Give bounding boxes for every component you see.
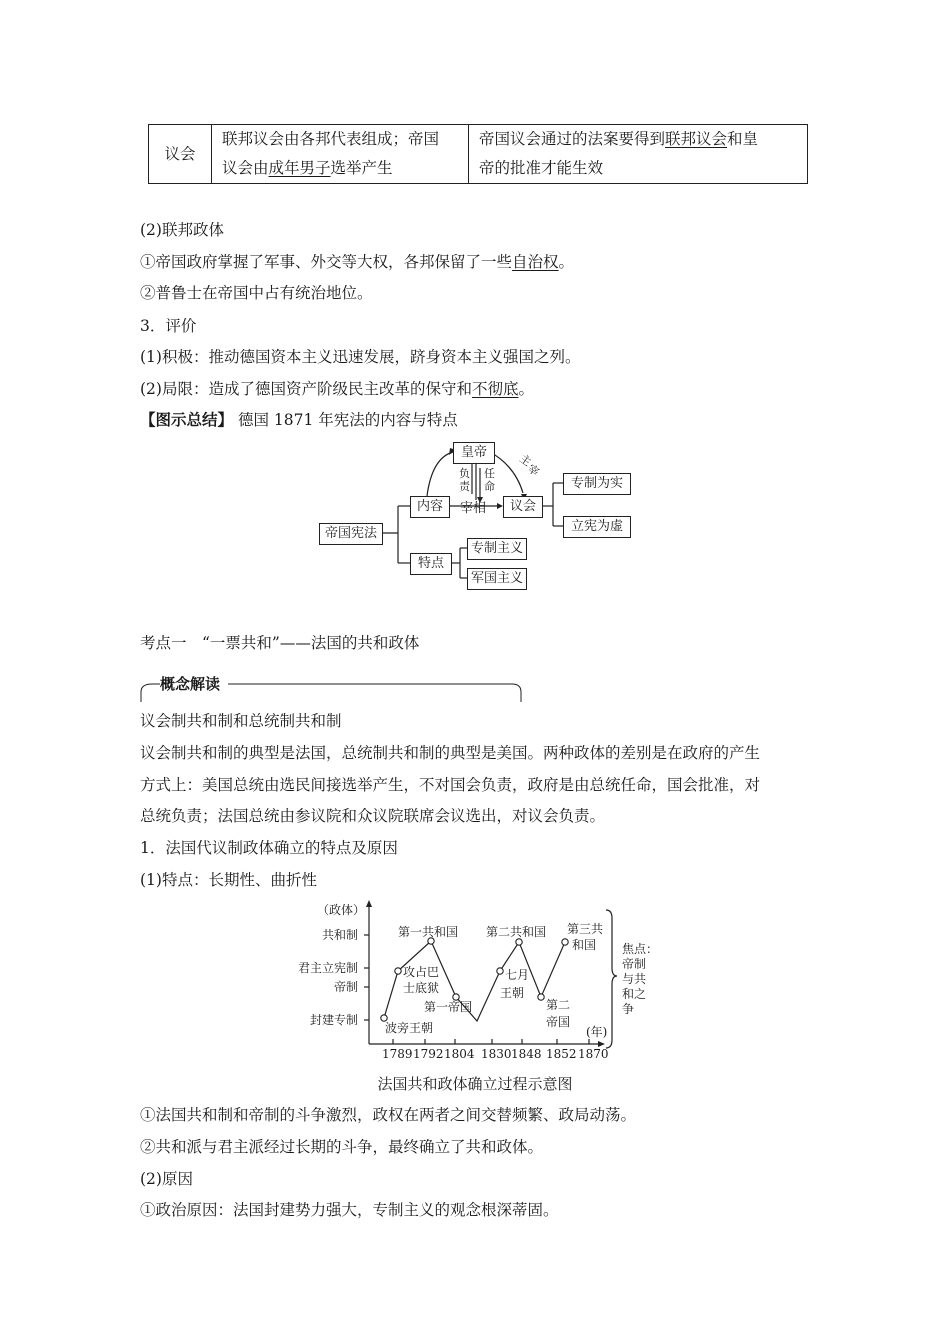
y-label-empire: 帝制 (334, 980, 359, 994)
focus-line-3: 与共 (622, 972, 647, 986)
event-july-a: 七月 (505, 968, 530, 982)
event-second-empire-a: 第二 (546, 998, 571, 1012)
table-label: 议会 (149, 125, 212, 184)
reason-political: ①政治原因：法国封建势力强大，专制主义的观念根深蒂固。 (140, 1201, 559, 1219)
federal-item-2: ②普鲁士在帝国中占有统治地位。 (140, 284, 373, 302)
event-second-empire-b: 帝国 (546, 1015, 571, 1029)
x-label-1852: 1852 (546, 1047, 577, 1061)
evaluation-positive: (1)积极：推动德国资本主义迅速发展，跻身资本主义强国之列。 (140, 348, 581, 366)
france-section-title: 1．法国代议制政体确立的特点及原因 (140, 839, 398, 857)
x-label-1789: 1789 (382, 1047, 413, 1061)
x-label-1870: 1870 (578, 1047, 609, 1061)
france-features: (1)特点：长期性、曲折性 (140, 871, 317, 889)
focus-line-2: 帝制 (622, 957, 647, 971)
event-first-empire: 第一帝国 (424, 1000, 473, 1014)
table-cell-composition: 联邦议会由各邦代表组成；帝国 议会由成年男子选举产生 (212, 125, 469, 184)
concept-line-1: 议会制共和制的典型是法国，总统制共和制的典型是美国。两种政体的差别是在政府的产生 (140, 744, 761, 762)
node-content: 内容 (410, 496, 450, 518)
x-label-1792: 1792 (413, 1047, 444, 1061)
event-third-republic-a: 第三共 (567, 922, 604, 936)
node-imperial-constitution: 帝国宪法 (319, 523, 383, 545)
kaodian-heading: 考点一 “一票共和”——法国的共和政体 (140, 634, 420, 652)
section-federal-title: (2)联邦政体 (140, 221, 224, 239)
focus-line-1: 焦点： (622, 942, 659, 956)
node-militarism: 军国主义 (467, 568, 527, 590)
y-label-feudal: 封建专制 (310, 1013, 359, 1027)
event-bastille-a: 攻占巴 (403, 965, 440, 979)
evaluation-title: 3．评价 (140, 317, 197, 335)
event-second-republic: 第二共和国 (486, 925, 547, 939)
node-chancellor: 宰相 (460, 501, 487, 516)
node-autocracy-real: 专制为实 (563, 473, 631, 495)
concept-line-2: 方式上：美国总统由选民间接选举产生，不对国会负责，政府是由总统任命，国会批准，对 (140, 776, 761, 794)
summary-heading: 【图示总结】 德国 1871 年宪法的内容与特点 (140, 410, 458, 429)
node-absolutism: 专制主义 (467, 538, 527, 560)
table-cell-approval: 帝国议会通过的法案要得到联邦议会和皇 帝的批准才能生效 (469, 125, 808, 184)
x-label-1848: 1848 (511, 1047, 542, 1061)
node-parliament: 议会 (503, 496, 543, 518)
focus-line-5: 争 (622, 1002, 635, 1016)
federal-item-1: ①帝国政府掌握了军事、外交等大权，各邦保留了一些自治权。 (140, 253, 575, 271)
concept-line-3: 总统负责；法国总统由参议院和众议院联席会议选出，对议会负责。 (140, 807, 606, 825)
event-first-republic: 第一共和国 (398, 925, 459, 939)
event-bourbon: 波旁王朝 (385, 1021, 434, 1035)
x-label-1830: 1830 (481, 1047, 512, 1061)
node-emperor: 皇帝 (453, 442, 495, 464)
timeline-y-axis-label: （政体） (317, 903, 366, 917)
x-axis-label: (年) (586, 1025, 608, 1039)
after-item-2: ②共和派与君主派经过长期的斗争，最终确立了共和政体。 (140, 1138, 544, 1156)
event-third-republic-b: 和国 (572, 938, 597, 952)
node-constitution-nominal: 立宪为虚 (563, 516, 631, 538)
node-features: 特点 (410, 553, 452, 575)
after-item-1: ①法国共和制和帝制的斗争激烈，政权在两者之间交替频繁、政局动荡。 (140, 1106, 637, 1124)
event-july-b: 王朝 (500, 986, 525, 1000)
evaluation-limit: (2)局限：造成了德国资产阶级民主改革的保守和不彻底。 (140, 380, 534, 398)
x-label-1804: 1804 (444, 1047, 475, 1061)
concept-header: 概念解读 (160, 675, 221, 693)
reasons-title: (2)原因 (140, 1170, 193, 1188)
y-label-republic: 共和制 (322, 928, 359, 942)
event-bastille-b: 士底狱 (403, 981, 440, 995)
timeline-caption: 法国共和政体确立过程示意图 (377, 1075, 573, 1093)
focus-line-4: 和之 (622, 987, 647, 1001)
concept-title: 议会制共和制和总统制共和制 (140, 712, 342, 730)
y-label-constitutional-monarchy: 君主立宪制 (298, 961, 359, 975)
